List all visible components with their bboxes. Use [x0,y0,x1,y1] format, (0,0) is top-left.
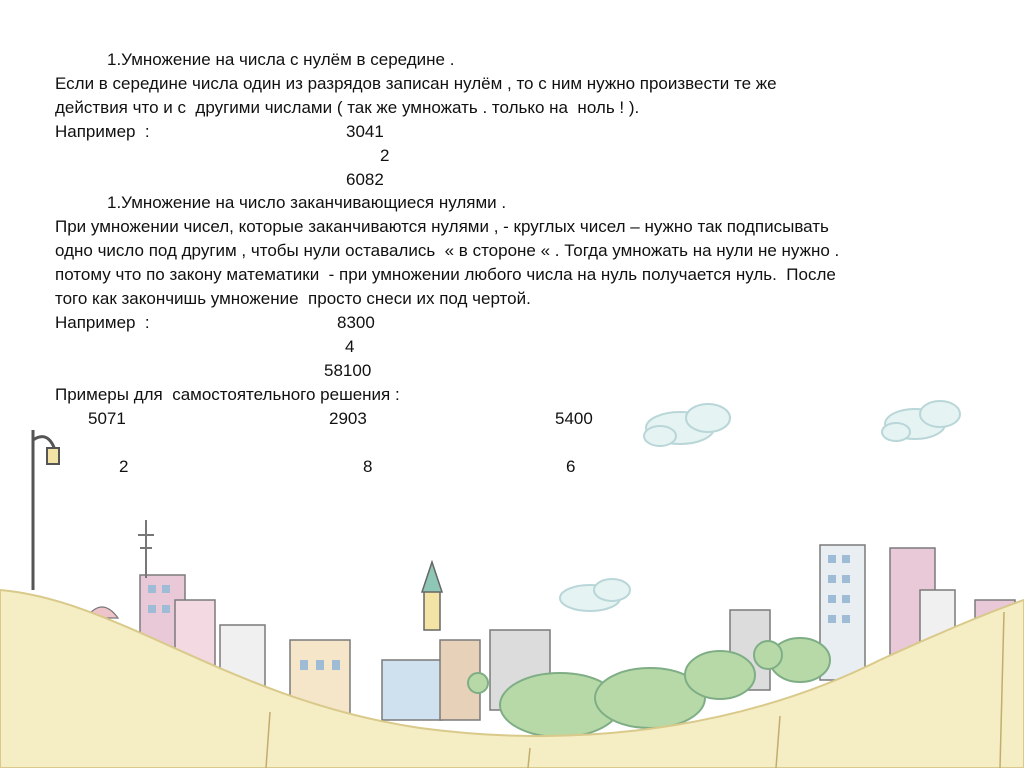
section2-paragraph-line: одно число под другим , чтобы нули оставались « в стороне « . Тогда умножать на нули не нужно . [55,241,840,260]
antenna-icon [138,520,154,578]
example-multiplier: 2 [380,146,390,165]
section1-paragraph-line: Если в середине числа один из разрядов записан нулём , то с ним нужно произвести те же [55,74,777,93]
bush [685,651,755,699]
tree [468,673,488,693]
section1-paragraph-line: действия что и с другими числами ( так же умножать . только на ноль ! ). [55,98,640,117]
tower-icon [422,562,442,630]
section1-heading: 1.Умножение на числа с нулём в середине . [107,50,455,69]
practice-multiplicand: 5400 [555,409,593,428]
cloud-icon [644,404,730,446]
example-multiplier: 4 [345,337,355,356]
example-product: 6082 [346,170,384,189]
example-multiplicand: 8300 [337,313,375,332]
example-label: Например : [55,313,150,332]
practice-title: Примеры для самостоятельного решения : [55,385,400,404]
street-lamp-icon [33,430,59,590]
section2-paragraph-line: При умножении чисел, которые заканчиваются нулями , - круглых чисел – нужно так подписывать [55,217,829,236]
section2-paragraph-line: потому что по закону математики - при умножении любого числа на нуль получается нуль. После [55,265,836,284]
example-multiplicand: 3041 [346,122,384,141]
practice-multiplicand: 2903 [329,409,367,428]
cloud-icon [560,579,630,611]
section2-heading: 1.Умножение на число заканчивающиеся нулями . [107,193,507,212]
example-product: 58100 [324,361,372,380]
building [382,660,442,720]
practice-multiplier: 8 [363,457,373,476]
example-label: Например : [55,122,150,141]
cloud-icon [882,401,960,441]
section2-paragraph-line: того как закончишь умножение просто снеси их под чертой. [55,289,531,308]
tree [754,641,782,669]
practice-multiplier: 2 [119,457,129,476]
practice-multiplier: 6 [566,457,576,476]
practice-multiplicand: 5071 [88,409,126,428]
